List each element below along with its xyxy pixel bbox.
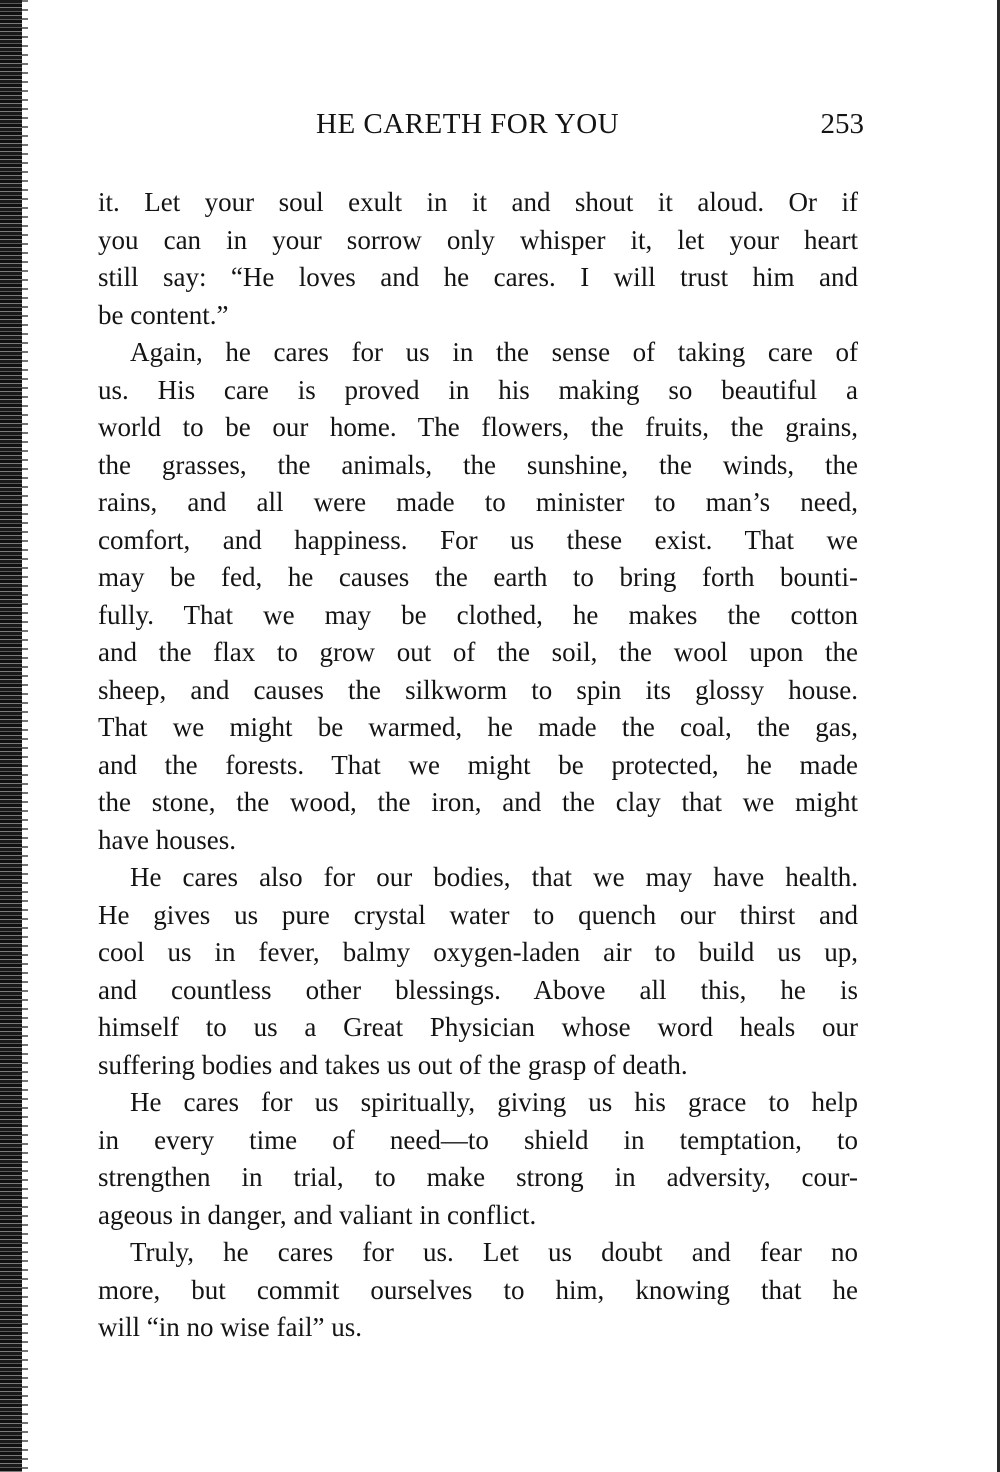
text-line: and countless other blessings. Above all this, he is xyxy=(98,974,858,1005)
text-line: will “in no wise fail” us. xyxy=(98,1312,362,1342)
text-line: rains, and all were made to minister to man’s need, xyxy=(98,487,858,517)
text-line: you can in your sorrow only whisper it, let your heart xyxy=(98,224,858,255)
text-line: may be fed, he causes the earth to bring forth bounti- xyxy=(98,562,858,592)
text-line: comfort, and happiness. For us these exist. That we xyxy=(98,524,858,555)
text-line: be content.” xyxy=(98,299,229,330)
text-line: world to be our home. The flowers, the fruits, the grains, xyxy=(98,412,858,442)
paragraph-5 xyxy=(98,1234,858,1347)
text-line: more, but commit ourselves to him, knowing that he xyxy=(98,1274,858,1305)
text-line: himself to us a Great Physician whose word heals our xyxy=(98,1012,858,1042)
text-line: have houses. xyxy=(98,824,236,855)
text-line: it. Let your soul exult in it and shout it aloud. Or if xyxy=(98,187,858,217)
binding-edge xyxy=(0,0,22,1472)
page-number: 253 xyxy=(820,108,864,140)
text-line: fully. That we may be clothed, he makes the cotton xyxy=(98,599,858,630)
text-line: He cares for us spiritually, giving us his grace to help xyxy=(130,1087,858,1117)
page-header xyxy=(98,108,868,152)
text-line: strengthen in trial, to make strong in adversity, cour- xyxy=(98,1162,858,1192)
text-line: cool us in fever, balmy oxygen-laden air to build us up, xyxy=(98,937,858,967)
text-line: and the flax to grow out of the soil, the wool upon the xyxy=(98,637,858,667)
text-line: us. His care is proved in his making so beautiful a xyxy=(98,374,858,405)
text-line: suffering bodies and takes us out of the grasp of death. xyxy=(98,1049,688,1080)
running-head: HE CARETH FOR YOU xyxy=(316,108,620,140)
text-line: in every time of need—to shield in temptation, to xyxy=(98,1124,858,1155)
text-line: That we might be warmed, he made the coal, the gas, xyxy=(98,712,858,742)
text-line: sheep, and causes the silkworm to spin its glossy house. xyxy=(98,674,858,705)
text-line: Truly, he cares for us. Let us doubt and fear no xyxy=(130,1237,858,1267)
text-line: the grasses, the animals, the sunshine, the winds, the xyxy=(98,449,858,480)
text-line: ageous in danger, and valiant in conflict. xyxy=(98,1199,537,1230)
page-body xyxy=(98,184,858,1347)
text-line: He cares also for our bodies, that we may have health. xyxy=(130,862,858,892)
text-line: and the forests. That we might be protected, he made xyxy=(98,749,858,780)
paragraph-3 xyxy=(98,859,858,1084)
paragraph-2 xyxy=(98,334,858,859)
text-line: still say: “He loves and he cares. I will trust him and xyxy=(98,262,858,292)
paragraph-1 xyxy=(98,184,858,334)
paragraph-4 xyxy=(98,1084,858,1234)
text-line: He gives us pure crystal water to quench our thirst and xyxy=(98,899,858,930)
text-line: the stone, the wood, the iron, and the clay that we might xyxy=(98,787,858,817)
text-line: Again, he cares for us in the sense of taking care of xyxy=(130,337,858,367)
